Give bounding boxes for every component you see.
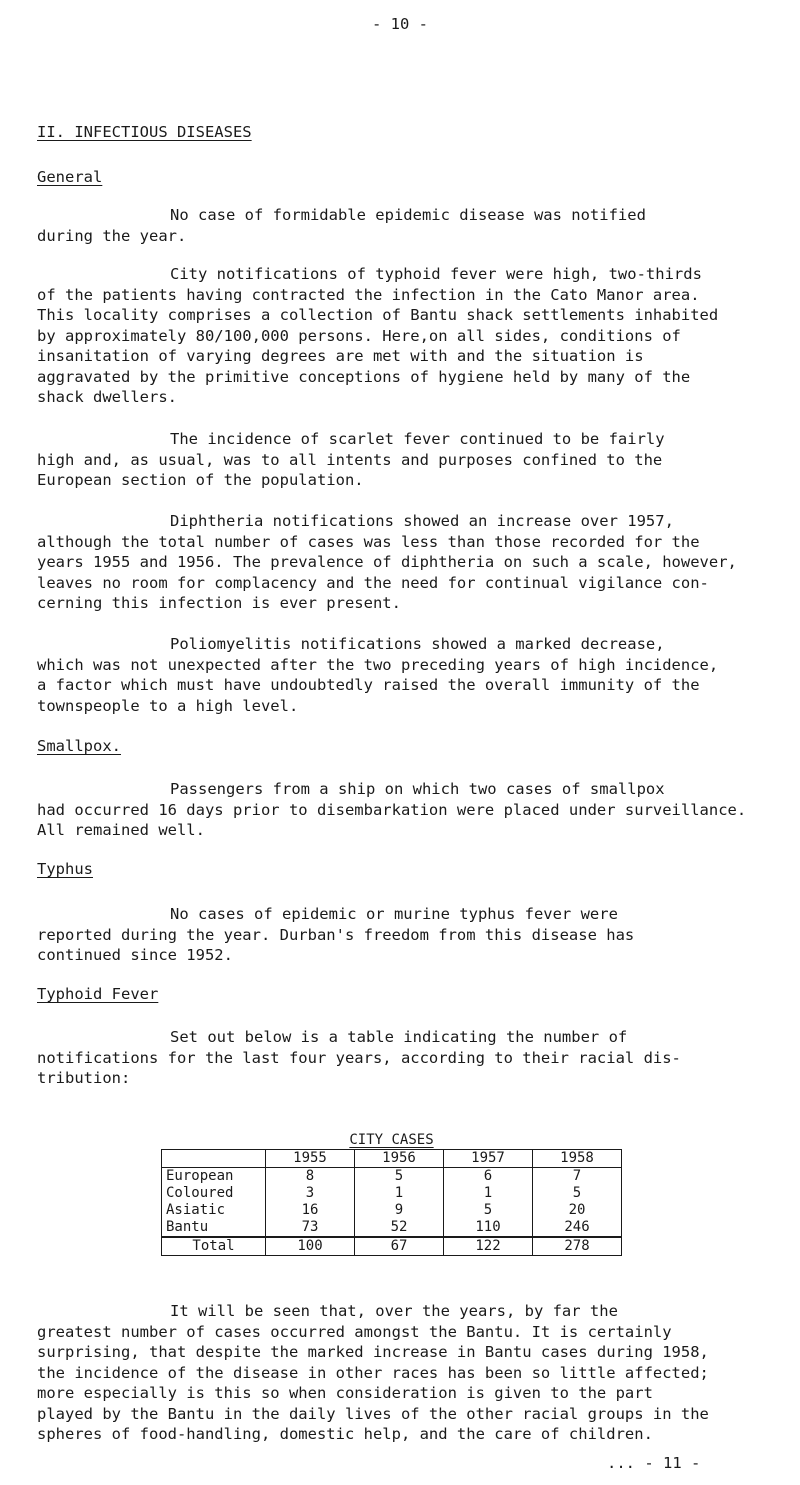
paragraph-general-4 (37, 511, 777, 614)
table-cell: 110 (444, 1219, 533, 1237)
para-line: No cases of epidemic or murine typhus fever were (170, 905, 618, 923)
para-line: had occurred 16 days prior to disembarkation were placed under surveillance. (37, 800, 747, 819)
heading-smallpox: Smallpox. (37, 737, 121, 755)
table-cell: 5 (355, 1168, 444, 1186)
column-header-1957: 1957 (444, 1150, 533, 1168)
total-label: Total (162, 1237, 266, 1256)
heading-typhus: Typhus (37, 860, 93, 878)
heading-general: General (37, 168, 103, 186)
para-line: played by the Bantu in the daily lives of the other racial groups in the (37, 1404, 709, 1423)
para-line: years 1955 and 1956. The prevalence of diphtheria on such a scale, however, (37, 553, 737, 571)
para-line: reported during the year. Durban's freedom from this disease has (37, 925, 635, 944)
section-title (37, 122, 252, 143)
para-line: although the total number of cases was less than those recorded for the (37, 532, 700, 551)
paragraph-general-1 (37, 205, 777, 246)
column-header-1956: 1956 (355, 1150, 444, 1168)
table-cell: 1 (355, 1185, 444, 1202)
table-title (161, 1130, 622, 1151)
table-header-row (162, 1150, 622, 1168)
para-line: Set out below is a table indicating the number of (170, 1028, 628, 1046)
para-line: Passengers from a ship on which two cases of smallpox (170, 780, 665, 798)
table-cell: 8 (266, 1168, 355, 1186)
para-line: during the year. (37, 226, 187, 245)
column-header-1958: 1958 (533, 1150, 622, 1168)
para-line: a factor which must have undoubtedly raised the overall immunity of the (37, 676, 700, 694)
paragraph-general-5 (37, 634, 777, 716)
paragraph-general-2 (37, 264, 777, 408)
table-cell: 16 (266, 1202, 355, 1219)
table-cell: 246 (533, 1219, 622, 1237)
para-line: insanitation of varying degrees are met with and the situation is (37, 347, 644, 365)
para-line: Poliomyelitis notifications showed a marked decrease, (170, 635, 665, 653)
column-header-1955: 1955 (266, 1150, 355, 1168)
row-label: European (162, 1168, 266, 1186)
table-cell: 73 (266, 1219, 355, 1237)
table-row (162, 1185, 622, 1202)
para-line: All remained well. (37, 821, 205, 839)
table-cell: 9 (355, 1202, 444, 1219)
total-cell: 122 (444, 1237, 533, 1256)
para-line: Diphtheria notifications showed an increase over 1957, (170, 512, 674, 530)
para-line: of the patients having contracted the infection in the Cato Manor area. (37, 285, 700, 304)
table-cell: 52 (355, 1219, 444, 1237)
para-line: greatest number of cases occurred amongst the Bantu. It is certainly (37, 1322, 672, 1341)
para-line: shack dwellers. (37, 388, 177, 406)
para-line: more especially is this so when consideration is given to the part (37, 1384, 653, 1402)
para-line: It will be seen that, over the years, by far the (170, 1302, 618, 1320)
para-line: surprising, that despite the marked increase in Bantu cases during 1958, (37, 1343, 709, 1361)
paragraph-closing (37, 1301, 777, 1445)
section-title-text: II. INFECTIOUS DISEASES (37, 123, 252, 141)
para-line: tribution: (37, 1069, 131, 1087)
row-label: Coloured (162, 1185, 266, 1202)
para-line: high and, as usual, was to all intents and purposes confined to the (37, 450, 663, 469)
para-line: European section of the population. (37, 471, 364, 489)
total-cell: 100 (266, 1237, 355, 1256)
table-total-row (162, 1237, 622, 1256)
table-row (162, 1168, 622, 1186)
table-row (162, 1202, 622, 1219)
table-cell: 20 (533, 1202, 622, 1219)
page-number: - 10 - (372, 15, 428, 33)
para-line: The incidence of scarlet fever continued to be fairly (170, 430, 665, 448)
para-line: spheres of food-handling, domestic help, and the care of children. (37, 1425, 653, 1443)
total-cell: 67 (355, 1237, 444, 1256)
paragraph-general-3 (37, 429, 777, 491)
total-cell: 278 (533, 1237, 622, 1256)
para-line: which was not unexpected after the two preceding years of high incidence, (37, 655, 719, 674)
row-label: Asiatic (162, 1202, 266, 1219)
para-line: notifications for the last four years, according to their racial dis- (37, 1048, 681, 1067)
para-line: by approximately 80/100,000 persons. Here,on all sides, conditions of (37, 326, 681, 345)
paragraph-smallpox (37, 779, 777, 841)
table-row (162, 1219, 622, 1237)
para-line: City notifications of typhoid fever were high, two-thirds (170, 265, 702, 283)
para-line: the incidence of the disease in other races has been so little affected; (37, 1363, 709, 1382)
table-title-text: CITY CASES (349, 1132, 434, 1148)
row-label: Bantu (162, 1219, 266, 1237)
para-line: aggravated by the primitive conceptions of hygiene held by many of the (37, 367, 691, 386)
city-cases-table (161, 1149, 622, 1256)
para-line: continued since 1952. (37, 946, 233, 964)
para-line: This locality comprises a collection of Bantu shack settlements inhabited (37, 306, 719, 324)
next-page-footer: ... - 11 - (607, 1454, 701, 1472)
para-line: townspeople to a high level. (37, 696, 299, 715)
para-line: cerning this infection is ever present. (37, 594, 401, 612)
paragraph-typhoid (37, 1027, 777, 1089)
table-cell: 5 (533, 1185, 622, 1202)
paragraph-typhus (37, 904, 777, 966)
table-cell: 1 (444, 1185, 533, 1202)
table-cell: 3 (266, 1185, 355, 1202)
column-header (162, 1150, 266, 1168)
para-line: leaves no room for complacency and the need for continual vigilance con- (37, 573, 709, 592)
table-cell: 5 (444, 1202, 533, 1219)
para-line: No case of formidable epidemic disease was notified (170, 206, 646, 224)
heading-typhoid-fever: Typhoid Fever (37, 985, 159, 1003)
table-cell: 6 (444, 1168, 533, 1186)
table-cell: 7 (533, 1168, 622, 1186)
